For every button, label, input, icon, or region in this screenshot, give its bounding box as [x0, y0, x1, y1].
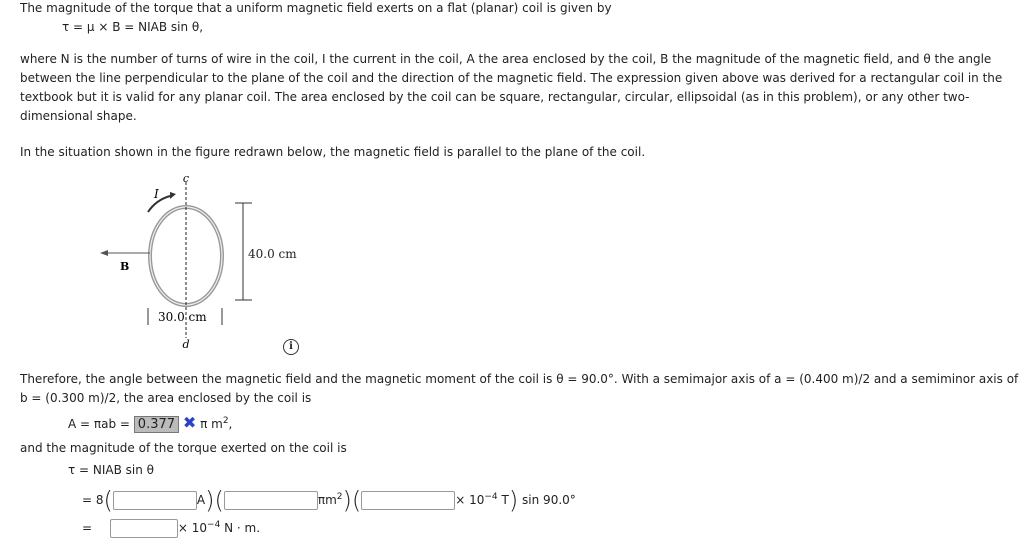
torque-substitution: = 8( A)( $\pi m^2)( \times 10^{-4}$ T) sin 90.0° [82, 486, 576, 515]
times-ten: × 10 [455, 493, 485, 507]
equals: = [82, 493, 93, 507]
times-ten: × 10 [177, 521, 208, 535]
incorrect-x-icon: ✖ [182, 413, 197, 432]
area-lhs: A = πab = [68, 417, 130, 431]
definitions-paragraph: where N is the number of turns of wire in the coil, I the current in the coil, A the area enclosed by the coil, B the magnitude of the magnetic field, and θ the angle between the line perpendicular to the plane of the coil and the direction of the magnetic field. The expression given above was derived for a rectangular coil in the textbook but it is valid for any planar coil. The area enclosed by the coil can be square, rectangular, circular, ellipsoidal (as in this problem), or any other two-dimensional shape. [20, 52, 1003, 123]
exp-neg4: −4 [484, 492, 498, 502]
area-unit: π m [200, 417, 223, 431]
label-d: d [182, 338, 190, 351]
torque-equation: τ = μ × B = NIAB sin θ, [62, 20, 204, 34]
unit-nm: N · m. [224, 521, 261, 535]
torque-formula: τ = NIAB sin θ [68, 463, 155, 477]
area-input[interactable] [224, 491, 318, 510]
exp-2: 2 [336, 492, 343, 502]
label-c: c [182, 172, 190, 185]
label-height: 40.0 cm [248, 247, 297, 261]
exp-neg4: −4 [207, 520, 221, 530]
unit-t: T [501, 493, 509, 507]
current-input[interactable] [113, 491, 197, 510]
label-current: I [154, 187, 159, 201]
sin-term: sin 90.0° [522, 493, 576, 507]
torque-input[interactable] [110, 519, 178, 538]
area-comma: , [228, 417, 233, 431]
therefore-text: Therefore, the angle between the magnetic field and the magnetic moment of the coil is θ = 90.0°. With a semimajor axis of a = (0.400 m)/2 and a semiminor axis of b = (0.300 m)/2, the area enclosed by the coil is [20, 372, 1019, 405]
area-line [68, 413, 232, 433]
equals: = [82, 521, 93, 535]
unit-area: πm [317, 493, 337, 507]
area-answer-field[interactable]: 0.377 [134, 416, 179, 433]
label-width: 30.0 cm [158, 310, 207, 324]
turns-value: 8 [95, 493, 104, 507]
torque-result [82, 514, 260, 539]
intro-text: The magnitude of the torque that a uniform magnetic field exerts on a flat (planar) coil is given by [20, 1, 612, 15]
coil-figure [90, 170, 320, 360]
field-input[interactable] [361, 491, 455, 510]
label-b-field: B [120, 260, 130, 273]
area-exp: 2 [222, 416, 229, 426]
torque-intro: and the magnitude of the torque exerted on the coil is [20, 441, 347, 455]
situation-text: In the situation shown in the figure redrawn below, the magnetic field is parallel to the plane of the coil. [20, 145, 646, 159]
unit-a: A [196, 493, 206, 507]
info-icon[interactable]: i [283, 339, 299, 355]
